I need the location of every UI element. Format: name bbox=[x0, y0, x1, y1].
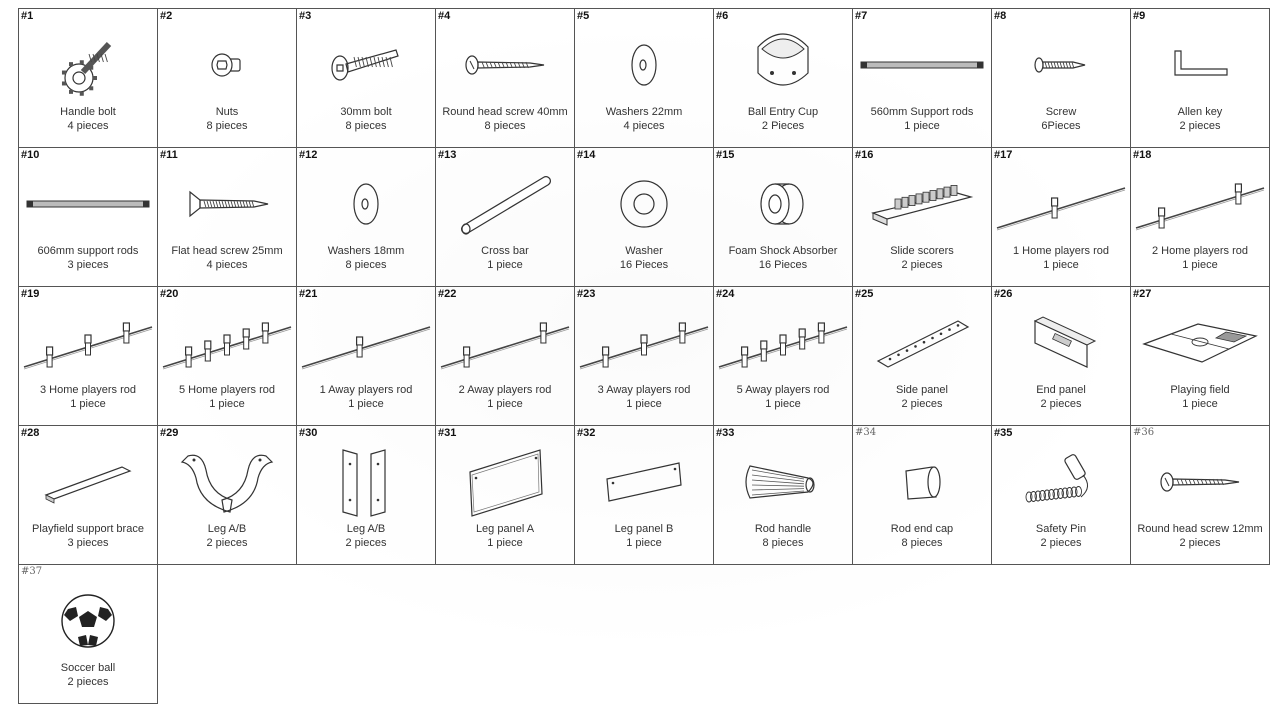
round-head-screw-icon bbox=[436, 27, 574, 103]
part-quantity: 3 pieces bbox=[67, 537, 109, 549]
part-number: #12 bbox=[299, 149, 318, 161]
part-quantity: 2 pieces bbox=[901, 259, 943, 271]
part-quantity: 1 piece bbox=[348, 398, 384, 410]
slide-scorer-icon bbox=[853, 166, 991, 242]
part-label bbox=[992, 244, 1130, 272]
part-number: #18 bbox=[1133, 149, 1152, 161]
part-cell bbox=[853, 148, 992, 287]
part-cell bbox=[297, 9, 436, 148]
support-rod-icon bbox=[853, 27, 991, 103]
part-number: #37 bbox=[21, 566, 43, 577]
ball-entry-cup-icon bbox=[714, 27, 852, 103]
part-quantity: 1 piece bbox=[765, 398, 801, 410]
rod-handle-icon bbox=[714, 444, 852, 520]
part-name: Washers 18mm bbox=[327, 245, 405, 257]
part-quantity: 4 pieces bbox=[206, 259, 248, 271]
part-cell bbox=[19, 9, 158, 148]
part-quantity: 2 pieces bbox=[1040, 398, 1082, 410]
part-cell bbox=[575, 426, 714, 565]
part-number: #26 bbox=[994, 288, 1013, 300]
part-number: #21 bbox=[299, 288, 318, 300]
part-name: Round head screw 40mm bbox=[442, 106, 568, 118]
part-quantity: 1 piece bbox=[209, 398, 245, 410]
playing-field-icon bbox=[1131, 305, 1269, 381]
part-label bbox=[19, 105, 157, 133]
part-quantity: 1 piece bbox=[1182, 259, 1218, 271]
part-number: #30 bbox=[299, 427, 318, 439]
part-cell bbox=[19, 148, 158, 287]
part-label bbox=[714, 383, 852, 411]
part-label bbox=[992, 522, 1130, 550]
part-cell bbox=[714, 9, 853, 148]
part-number: #16 bbox=[855, 149, 874, 161]
part-quantity: 8 pieces bbox=[484, 120, 526, 132]
safety-pin-icon bbox=[992, 444, 1130, 520]
part-cell bbox=[19, 426, 158, 565]
part-quantity: 8 pieces bbox=[206, 120, 248, 132]
part-quantity: 2 pieces bbox=[1179, 537, 1221, 549]
part-name: Handle bolt bbox=[60, 106, 116, 118]
part-label bbox=[297, 244, 435, 272]
part-number: #4 bbox=[438, 10, 451, 22]
part-name: Leg A/B bbox=[346, 523, 386, 535]
part-label bbox=[297, 105, 435, 133]
part-quantity: 2 pieces bbox=[345, 537, 387, 549]
part-label bbox=[158, 383, 296, 411]
part-number: #13 bbox=[438, 149, 457, 161]
part-number: #25 bbox=[855, 288, 874, 300]
part-cell bbox=[297, 426, 436, 565]
leg-panel-a-icon bbox=[436, 444, 574, 520]
part-number: #14 bbox=[577, 149, 596, 161]
part-cell bbox=[436, 148, 575, 287]
part-number: #7 bbox=[855, 10, 868, 22]
part-label bbox=[19, 383, 157, 411]
part-cell bbox=[714, 287, 853, 426]
part-number: #22 bbox=[438, 288, 457, 300]
part-name: Side panel bbox=[896, 384, 948, 396]
straight-leg-icon bbox=[297, 444, 435, 520]
part-number: #2 bbox=[160, 10, 173, 22]
curved-leg-icon bbox=[158, 444, 296, 520]
part-cell bbox=[158, 148, 297, 287]
part-cell bbox=[436, 426, 575, 565]
part-cell bbox=[992, 287, 1131, 426]
part-number: #29 bbox=[160, 427, 179, 439]
part-label bbox=[1131, 105, 1269, 133]
players-rod-icon bbox=[19, 305, 157, 381]
part-label bbox=[436, 522, 574, 550]
part-cell bbox=[1131, 426, 1270, 565]
part-name: 3 Away players rod bbox=[597, 384, 691, 396]
part-label bbox=[853, 105, 991, 133]
part-name: Slide scorers bbox=[890, 245, 954, 257]
part-number: #9 bbox=[1133, 10, 1146, 22]
part-quantity: 1 piece bbox=[904, 120, 940, 132]
part-quantity: 6Pieces bbox=[1041, 120, 1081, 132]
part-number: #36 bbox=[1133, 427, 1155, 438]
players-rod-icon bbox=[158, 305, 296, 381]
part-quantity: 2 pieces bbox=[1179, 120, 1221, 132]
part-name: 30mm bolt bbox=[340, 106, 392, 118]
end-panel-icon bbox=[992, 305, 1130, 381]
part-name: End panel bbox=[1036, 384, 1086, 396]
part-name: Playing field bbox=[1170, 384, 1230, 396]
part-quantity: 1 piece bbox=[626, 398, 662, 410]
part-cell bbox=[297, 287, 436, 426]
part-label bbox=[575, 244, 713, 272]
part-name: Leg A/B bbox=[207, 523, 247, 535]
players-rod-icon bbox=[575, 305, 713, 381]
washer-icon bbox=[297, 166, 435, 242]
part-cell bbox=[19, 287, 158, 426]
part-cell bbox=[714, 426, 853, 565]
part-label bbox=[853, 522, 991, 550]
players-rod-icon bbox=[297, 305, 435, 381]
support-rod-icon bbox=[19, 166, 157, 242]
side-panel-icon bbox=[853, 305, 991, 381]
part-quantity: 8 pieces bbox=[345, 259, 387, 271]
allen-key-icon bbox=[1131, 27, 1269, 103]
part-quantity: 4 pieces bbox=[67, 120, 109, 132]
part-quantity: 1 piece bbox=[70, 398, 106, 410]
players-rod-icon bbox=[992, 166, 1130, 242]
part-number: #1 bbox=[21, 10, 34, 22]
part-label bbox=[575, 383, 713, 411]
part-name: Ball Entry Cup bbox=[747, 106, 819, 118]
part-label bbox=[297, 383, 435, 411]
support-brace-icon bbox=[19, 444, 157, 520]
part-label bbox=[575, 105, 713, 133]
part-quantity: 2 Pieces bbox=[761, 120, 805, 132]
part-cell bbox=[1131, 9, 1270, 148]
part-name: Soccer ball bbox=[60, 662, 116, 674]
large-washer-icon bbox=[575, 166, 713, 242]
parts-grid bbox=[18, 8, 1270, 704]
part-quantity: 2 pieces bbox=[1040, 537, 1082, 549]
part-cell bbox=[853, 426, 992, 565]
part-cell bbox=[992, 148, 1131, 287]
part-quantity: 2 pieces bbox=[206, 537, 248, 549]
part-label bbox=[853, 244, 991, 272]
part-number: #34 bbox=[855, 427, 877, 438]
part-number: #19 bbox=[21, 288, 40, 300]
part-number: #28 bbox=[21, 427, 40, 439]
part-name: Leg panel B bbox=[614, 523, 674, 535]
part-number: #35 bbox=[994, 427, 1013, 439]
part-name: Washers 22mm bbox=[605, 106, 683, 118]
part-label bbox=[992, 383, 1130, 411]
part-cell bbox=[853, 9, 992, 148]
part-number: #27 bbox=[1133, 288, 1152, 300]
part-name: Screw bbox=[1045, 106, 1077, 118]
part-label bbox=[436, 105, 574, 133]
part-cell bbox=[575, 287, 714, 426]
part-cell bbox=[575, 9, 714, 148]
bolt-icon bbox=[297, 27, 435, 103]
part-name: 3 Home players rod bbox=[40, 384, 136, 396]
part-quantity: 8 pieces bbox=[901, 537, 943, 549]
part-number: #33 bbox=[716, 427, 735, 439]
part-quantity: 1 piece bbox=[487, 259, 523, 271]
part-cell bbox=[158, 287, 297, 426]
part-label bbox=[714, 244, 852, 272]
part-quantity: 1 piece bbox=[487, 537, 523, 549]
soccer-ball-icon bbox=[19, 583, 157, 659]
part-number: #17 bbox=[994, 149, 1013, 161]
part-cell bbox=[992, 426, 1131, 565]
part-name: Allen key bbox=[1177, 106, 1223, 118]
flat-head-screw-icon bbox=[158, 166, 296, 242]
round-head-screw-icon bbox=[1131, 444, 1269, 520]
part-name: Washer bbox=[625, 245, 663, 257]
part-number: #23 bbox=[577, 288, 596, 300]
part-quantity: 8 pieces bbox=[762, 537, 804, 549]
part-name: 606mm support rods bbox=[37, 245, 139, 257]
cross-bar-icon bbox=[436, 166, 574, 242]
rod-end-cap-icon bbox=[853, 444, 991, 520]
part-quantity: 16 Pieces bbox=[758, 259, 808, 271]
part-number: #8 bbox=[994, 10, 1007, 22]
part-name: Cross bar bbox=[481, 245, 529, 257]
part-cell bbox=[714, 148, 853, 287]
part-name: Leg panel A bbox=[475, 523, 535, 535]
part-quantity: 16 Pieces bbox=[619, 259, 669, 271]
part-label bbox=[853, 383, 991, 411]
part-label bbox=[19, 244, 157, 272]
part-name: Round head screw 12mm bbox=[1137, 523, 1263, 535]
part-label bbox=[436, 244, 574, 272]
part-quantity: 1 piece bbox=[1043, 259, 1079, 271]
screw-icon bbox=[992, 27, 1130, 103]
part-cell bbox=[1131, 148, 1270, 287]
part-quantity: 8 pieces bbox=[345, 120, 387, 132]
part-label bbox=[436, 383, 574, 411]
part-number: #31 bbox=[438, 427, 457, 439]
part-number: #32 bbox=[577, 427, 596, 439]
part-cell bbox=[158, 426, 297, 565]
part-number: #10 bbox=[21, 149, 40, 161]
part-cell bbox=[19, 565, 158, 704]
part-number: #15 bbox=[716, 149, 735, 161]
handle-bolt-icon bbox=[19, 27, 157, 103]
part-name: 1 Home players rod bbox=[1013, 245, 1109, 257]
part-number: #20 bbox=[160, 288, 179, 300]
nut-icon bbox=[158, 27, 296, 103]
part-label bbox=[1131, 383, 1269, 411]
part-label bbox=[992, 105, 1130, 133]
part-label bbox=[714, 105, 852, 133]
part-cell bbox=[853, 287, 992, 426]
part-name: Playfield support brace bbox=[32, 523, 144, 535]
part-name: Flat head screw 25mm bbox=[171, 245, 283, 257]
part-quantity: 3 pieces bbox=[67, 259, 109, 271]
foam-absorber-icon bbox=[714, 166, 852, 242]
leg-panel-b-icon bbox=[575, 444, 713, 520]
part-name: Rod end cap bbox=[890, 523, 954, 535]
part-name: 2 Home players rod bbox=[1152, 245, 1248, 257]
part-name: Safety Pin bbox=[1035, 523, 1087, 535]
part-label bbox=[575, 522, 713, 550]
players-rod-icon bbox=[714, 305, 852, 381]
part-name: 5 Home players rod bbox=[179, 384, 275, 396]
part-label bbox=[19, 661, 157, 689]
part-cell bbox=[158, 9, 297, 148]
part-label bbox=[1131, 244, 1269, 272]
players-rod-icon bbox=[436, 305, 574, 381]
part-quantity: 2 pieces bbox=[901, 398, 943, 410]
part-number: #11 bbox=[160, 149, 178, 161]
part-quantity: 1 piece bbox=[626, 537, 662, 549]
part-cell bbox=[297, 148, 436, 287]
part-name: Foam Shock Absorber bbox=[728, 245, 838, 257]
part-number: #6 bbox=[716, 10, 729, 22]
part-quantity: 1 piece bbox=[1182, 398, 1218, 410]
part-name: Rod handle bbox=[754, 523, 812, 535]
part-label bbox=[1131, 522, 1269, 550]
part-name: 2 Away players rod bbox=[458, 384, 552, 396]
part-quantity: 1 piece bbox=[487, 398, 523, 410]
part-label bbox=[19, 522, 157, 550]
part-cell bbox=[436, 9, 575, 148]
part-cell bbox=[1131, 287, 1270, 426]
part-name: 560mm Support rods bbox=[870, 106, 974, 118]
part-label bbox=[714, 522, 852, 550]
part-number: #3 bbox=[299, 10, 312, 22]
part-number: #24 bbox=[716, 288, 735, 300]
part-label bbox=[158, 522, 296, 550]
part-number: #5 bbox=[577, 10, 590, 22]
part-label bbox=[158, 105, 296, 133]
part-name: Nuts bbox=[215, 106, 239, 118]
washer-icon bbox=[575, 27, 713, 103]
part-name: 5 Away players rod bbox=[736, 384, 830, 396]
part-quantity: 4 pieces bbox=[623, 120, 665, 132]
part-cell bbox=[436, 287, 575, 426]
part-quantity: 2 pieces bbox=[67, 676, 109, 688]
part-cell bbox=[575, 148, 714, 287]
part-label bbox=[158, 244, 296, 272]
part-name: 1 Away players rod bbox=[319, 384, 413, 396]
players-rod-icon bbox=[1131, 166, 1269, 242]
part-cell bbox=[992, 9, 1131, 148]
part-label bbox=[297, 522, 435, 550]
